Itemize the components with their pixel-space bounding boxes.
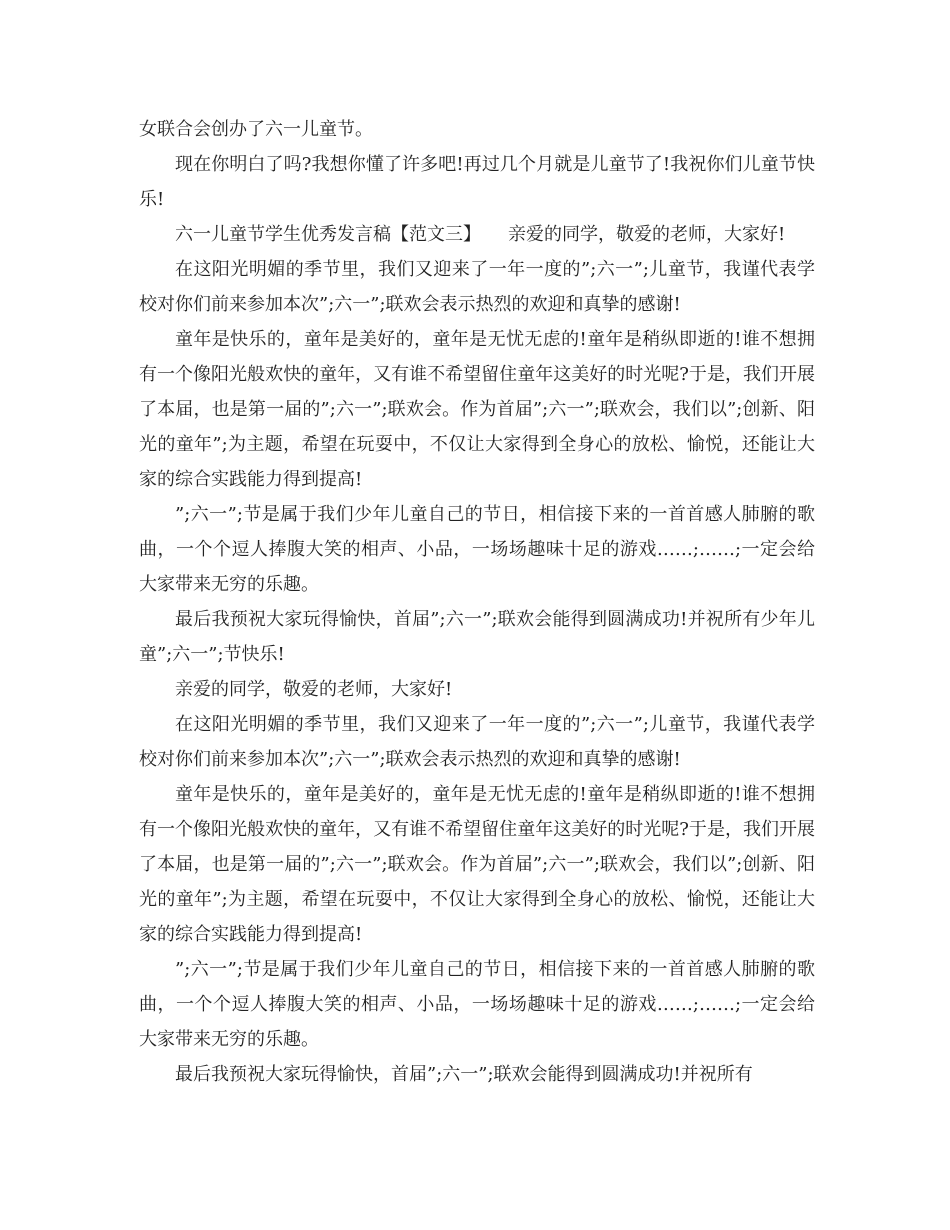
paragraph-7: 最后我预祝大家玩得愉快，首届”;六一”;联欢会能得到圆满成功!并祝所有少年儿童”;六一”;节快乐!: [139, 609, 815, 665]
document-body: [139, 112, 815, 1092]
paragraph-2: 现在你明白了吗?我想你懂了许多吧!再过几个月就是儿童节了!我祝你们儿童节快乐!: [139, 154, 815, 210]
paragraph-4: 在这阳光明媚的季节里，我们又迎来了一年一度的”;六一”;儿童节，我谨代表学校对你们前来参加本次”;六一”;联欢会表示热烈的欢迎和真挚的感谢!: [139, 259, 815, 315]
paragraph-3-heading: 六一儿童节学生优秀发言稿【范文三】 亲爱的同学，敬爱的老师，大家好!: [175, 224, 786, 245]
paragraph-8: 亲爱的同学，敬爱的老师，大家好!: [175, 679, 453, 700]
paragraph-9: 在这阳光明媚的季节里，我们又迎来了一年一度的”;六一”;儿童节，我谨代表学校对你们前来参加本次”;六一”;联欢会表示热烈的欢迎和真挚的感谢!: [139, 714, 815, 770]
paragraph-12: 最后我预祝大家玩得愉快，首届”;六一”;联欢会能得到圆满成功!并祝所有: [175, 1064, 753, 1085]
paragraph-10: 童年是快乐的，童年是美好的，童年是无忧无虑的!童年是稍纵即逝的!谁不想拥有一个像阳光般欢快的童年，又有谁不希望留住童年这美好的时光呢?于是，我们开展了本届，也是第一届的”;六一”;联欢会。作为首届”;六一”;联欢会，我们以”;创新、阳光的童年”;为主题，希望在玩耍中，不仅让大家得到全身心的放松、愉悦，还能让大家的综合实践能力得到提高!: [139, 784, 815, 945]
paragraph-6: ”;六一”;节是属于我们少年儿童自己的节日，相信接下来的一首首感人肺腑的歌曲，一个个逗人捧腹大笑的相声、小品，一场场趣味十足的游戏……;……;一定会给大家带来无穷的乐趣。: [139, 504, 815, 595]
paragraph-1: 女联合会创办了六一儿童节。: [139, 119, 373, 140]
paragraph-5: 童年是快乐的，童年是美好的，童年是无忧无虑的!童年是稍纵即逝的!谁不想拥有一个像阳光般欢快的童年，又有谁不希望留住童年这美好的时光呢?于是，我们开展了本届，也是第一届的”;六一”;联欢会。作为首届”;六一”;联欢会，我们以”;创新、阳光的童年”;为主题，希望在玩耍中，不仅让大家得到全身心的放松、愉悦，还能让大家的综合实践能力得到提高!: [139, 329, 815, 490]
paragraph-11: ”;六一”;节是属于我们少年儿童自己的节日，相信接下来的一首首感人肺腑的歌曲，一个个逗人捧腹大笑的相声、小品，一场场趣味十足的游戏……;……;一定会给大家带来无穷的乐趣。: [139, 959, 815, 1050]
